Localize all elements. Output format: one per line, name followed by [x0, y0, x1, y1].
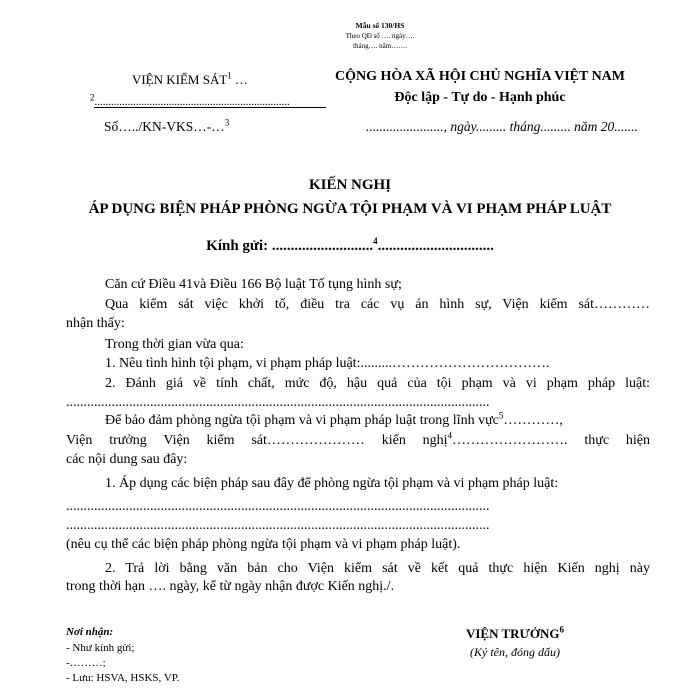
body-measure-dots-2: ......................................................................................................................... [66, 518, 490, 533]
form-number: Mẫu số 130/HS [355, 21, 405, 30]
body-director-recommend [66, 430, 650, 449]
sub-agency-dots: ....................................................................... [94, 96, 290, 108]
body-measure-dots-1: ......................................................................................................................... [66, 499, 490, 514]
footnote-ref: 1 [227, 70, 232, 81]
body-measure-note: (nêu cụ thể các biện pháp phòng ngừa tội phạm và vi phạm pháp luật). [66, 537, 461, 552]
recipient-item: -………; [66, 657, 106, 669]
national-title: CỘNG HÒA XÃ HỘI CHỦ NGHĨA VIỆT NAM [334, 69, 625, 84]
recipients-heading: Nơi nhận: [66, 626, 114, 638]
form-decision-ref: Theo QĐ số …. ngày…. [345, 32, 415, 40]
footnote-ref: 3 [224, 117, 230, 128]
addressee-dots: ............................... [377, 238, 494, 254]
director-text: Viện trưởng Viện kiểm sát………………… kiến nghị [66, 433, 448, 448]
body-following-content: các nội dung sau đây: [66, 452, 188, 467]
body-measure-1: 1. Áp dụng các biện pháp sau đây để phòng ngừa tội phạm và vi phạm pháp luật: [105, 476, 559, 491]
document-number [104, 119, 229, 135]
agency-tail: … [231, 72, 249, 87]
form-number-block [330, 21, 430, 51]
document-title: KIẾN NGHỊ [308, 177, 392, 193]
body-prevention-intro [105, 410, 563, 429]
agency-name [110, 72, 270, 88]
body-observation: Qua kiểm sát việc khởi tố, điều tra các vụ án hình sự, Viện kiểm sát………… [105, 297, 650, 312]
footnote-ref: 4 [447, 430, 453, 441]
body-item-2-dots: ......................................................................................................................... [66, 395, 490, 410]
recipient-item: - Như kính gửi; [66, 642, 135, 654]
body-legal-basis: Căn cứ Điều 41và Điều 166 Bộ luật Tố tụng hình sự; [105, 277, 402, 292]
signature-note: (Ký tên, đóng dấu) [470, 645, 560, 659]
addressee-label: Kính gửi: ........................... [206, 238, 374, 254]
header-divider [94, 107, 326, 108]
body-item-2: 2. Đánh giá về tính chất, mức độ, hậu quả của tội phạm và vi phạm pháp luật: [105, 376, 650, 391]
body-measure-2-cont: trong thời hạn …. ngày, kể từ ngày nhận được Kiến nghị./. [66, 579, 395, 594]
body-measure-2: 2. Trả lời bằng văn bản cho Viện kiểm sát về kết quả thực hiện Kiến nghị này [105, 561, 650, 576]
recipient-item: - Lưu: HSVA, HSKS, VP. [66, 672, 180, 684]
addressee-line [0, 238, 700, 255]
national-motto: Độc lập - Tự do - Hạnh phúc [394, 90, 566, 105]
document-subtitle: ÁP DỤNG BIỆN PHÁP PHÒNG NGỪA TỘI PHẠM VÀ VI PHẠM PHÁP LUẬT [88, 201, 612, 217]
date-line: ......................., ngày......... tháng......... năm 20....... [366, 119, 638, 134]
document-number-text: Số…../KN-VKS…-… [104, 119, 225, 134]
footnote-ref: 5 [498, 410, 504, 421]
footnote-ref: 2 [90, 92, 95, 103]
body-observation-cont: nhận thấy: [66, 316, 125, 331]
footnote-ref: 6 [559, 624, 565, 635]
footnote-ref: 4 [373, 236, 378, 246]
director-tail: ……………………. thực hiện [452, 433, 650, 448]
agency-label: VIỆN KIỂM SÁT [131, 72, 228, 87]
signatory-label: VIỆN TRƯỞNG [465, 626, 560, 641]
body-item-1: 1. Nêu tình hình tội phạm, vi phạm pháp luật:.........……………………………. [105, 356, 550, 371]
prevention-text: Để bảo đảm phòng ngừa tội phạm và vi phạm pháp luật trong lĩnh vực [105, 413, 499, 428]
form-decision-date: tháng…. năm……. [353, 42, 407, 50]
signatory-title [440, 626, 590, 642]
body-period: Trong thời gian vừa qua: [105, 337, 244, 352]
prevention-dots: …………, [503, 413, 563, 428]
